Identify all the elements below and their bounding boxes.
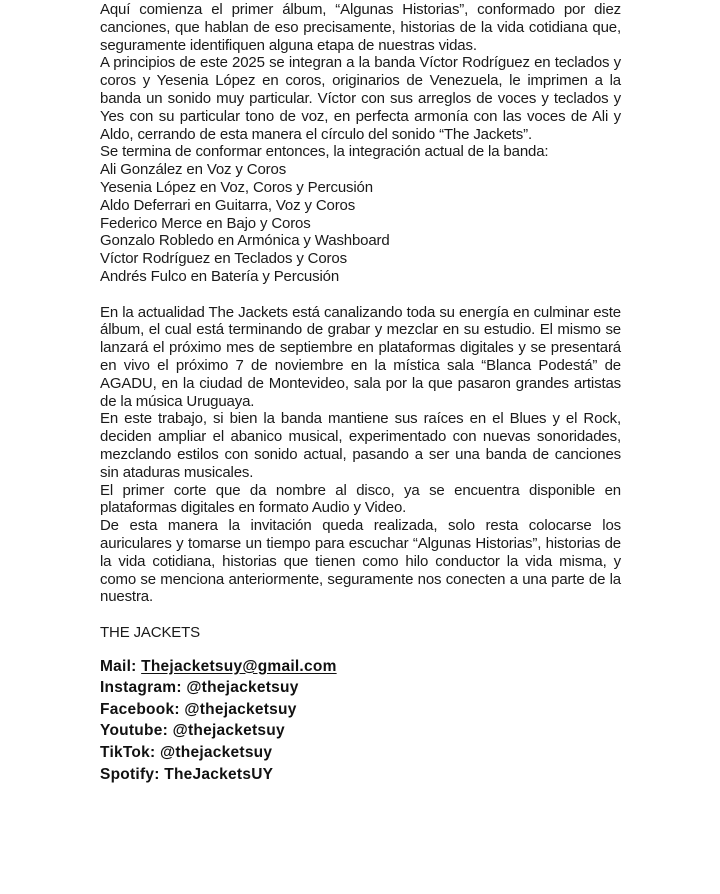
- band-member-line: Federico Merce en Bajo y Coros: [100, 214, 311, 232]
- contact-label: TikTok:: [100, 744, 156, 762]
- youtube-handle: @thejacketsuy: [172, 722, 285, 740]
- document-body: [100, 1, 621, 785]
- paragraph-lineup-intro: Se termina de conformar entonces, la integración actual de la banda:: [100, 143, 549, 161]
- band-member-line: Yesenia López en Voz, Coros y Percusión: [100, 178, 373, 196]
- blank-line: [100, 606, 621, 624]
- signature-band-name: THE JACKETS: [100, 623, 201, 641]
- band-member-line: Andrés Fulco en Batería y Percusión: [100, 267, 340, 285]
- paragraph-first-single: El primer corte que da nombre al disco, ya se encuentra disponible en plataformas digitales en formato Audio y Video.: [100, 481, 621, 517]
- instagram-handle: @thejacketsuy: [186, 679, 299, 697]
- contact-label: Youtube:: [100, 722, 169, 740]
- contact-label: Facebook:: [100, 700, 180, 718]
- band-member-line: Víctor Rodríguez en Teclados y Coros: [100, 250, 347, 268]
- contact-list: [100, 656, 621, 786]
- blank-line: [100, 286, 621, 304]
- contact-row-youtube: [100, 720, 621, 742]
- paragraph-musical-direction: En este trabajo, si bien la banda mantiene sus raíces en el Blues y el Rock, deciden ampliar el abanico musical, experimentado con nuevas sonoridades, mezclando estilos con sonido actual, pasando a ser una banda de canciones sin ataduras musicales.: [100, 410, 621, 481]
- contact-label: Mail:: [100, 657, 137, 675]
- band-member-line: Ali González en Voz y Coros: [100, 161, 287, 179]
- email-link[interactable]: Thejacketsuy@gmail.com: [141, 657, 337, 675]
- blank-line: [100, 642, 621, 656]
- contact-label: Instagram:: [100, 679, 182, 697]
- paragraph-current-status: En la actualidad The Jackets está canalizando toda su energía en culminar este álbum, el cual está terminando de grabar y mezclar en su estudio. El mismo se lanzará el próximo mes de septiembre en plataformas digitales y se presentará en vivo el próximo 7 de noviembre en la mística sala “Blanca Podestá” de AGADU, en la ciudad de Montevideo, sala por la que pasaron grandes artistas de la música Uruguaya.: [100, 303, 621, 410]
- contact-row-spotify: [100, 764, 621, 786]
- facebook-handle: @thejacketsuy: [184, 700, 297, 718]
- contact-row-facebook: [100, 699, 621, 721]
- paragraph-invitation: De esta manera la invitación queda realizada, solo resta colocarse los auriculares y tomarse un tiempo para escuchar “Algunas Historias”, historias de la vida cotidiana, historias que tienen como hilo conductor la vida misma, y como se menciona anteriormente, seguramente nos conecten a una parte de la nuestra.: [100, 517, 621, 606]
- contact-label: Spotify:: [100, 765, 160, 783]
- band-members-list: [100, 161, 621, 286]
- paragraph-album-intro: Aquí comienza el primer álbum, “Algunas Historias”, conformado por diez canciones, que hablan de eso precisamente, historias de la vida cotidiana que, seguramente identifiquen alguna etapa de nuestras vidas.: [100, 1, 621, 54]
- contact-row-mail: [100, 656, 621, 678]
- paragraph-new-members: A principios de este 2025 se integran a la banda Víctor Rodríguez en teclados y coros y Yesenia López en coros, originarios de Venezuela, le imprimen a la banda un sonido muy particular. Víctor con sus arreglos de voces y teclados y Yes con su particular tono de voz, en perfecta armonía con las voces de Ali y Aldo, cerrando de esta manera el círculo del sonido “The Jackets”.: [100, 54, 621, 143]
- band-member-line: Gonzalo Robledo en Armónica y Washboard: [100, 232, 390, 250]
- band-member-line: Aldo Deferrari en Guitarra, Voz y Coros: [100, 196, 356, 214]
- tiktok-handle: @thejacketsuy: [160, 744, 273, 762]
- spotify-handle: TheJacketsUY: [164, 765, 274, 783]
- contact-row-instagram: [100, 677, 621, 699]
- contact-row-tiktok: [100, 742, 621, 764]
